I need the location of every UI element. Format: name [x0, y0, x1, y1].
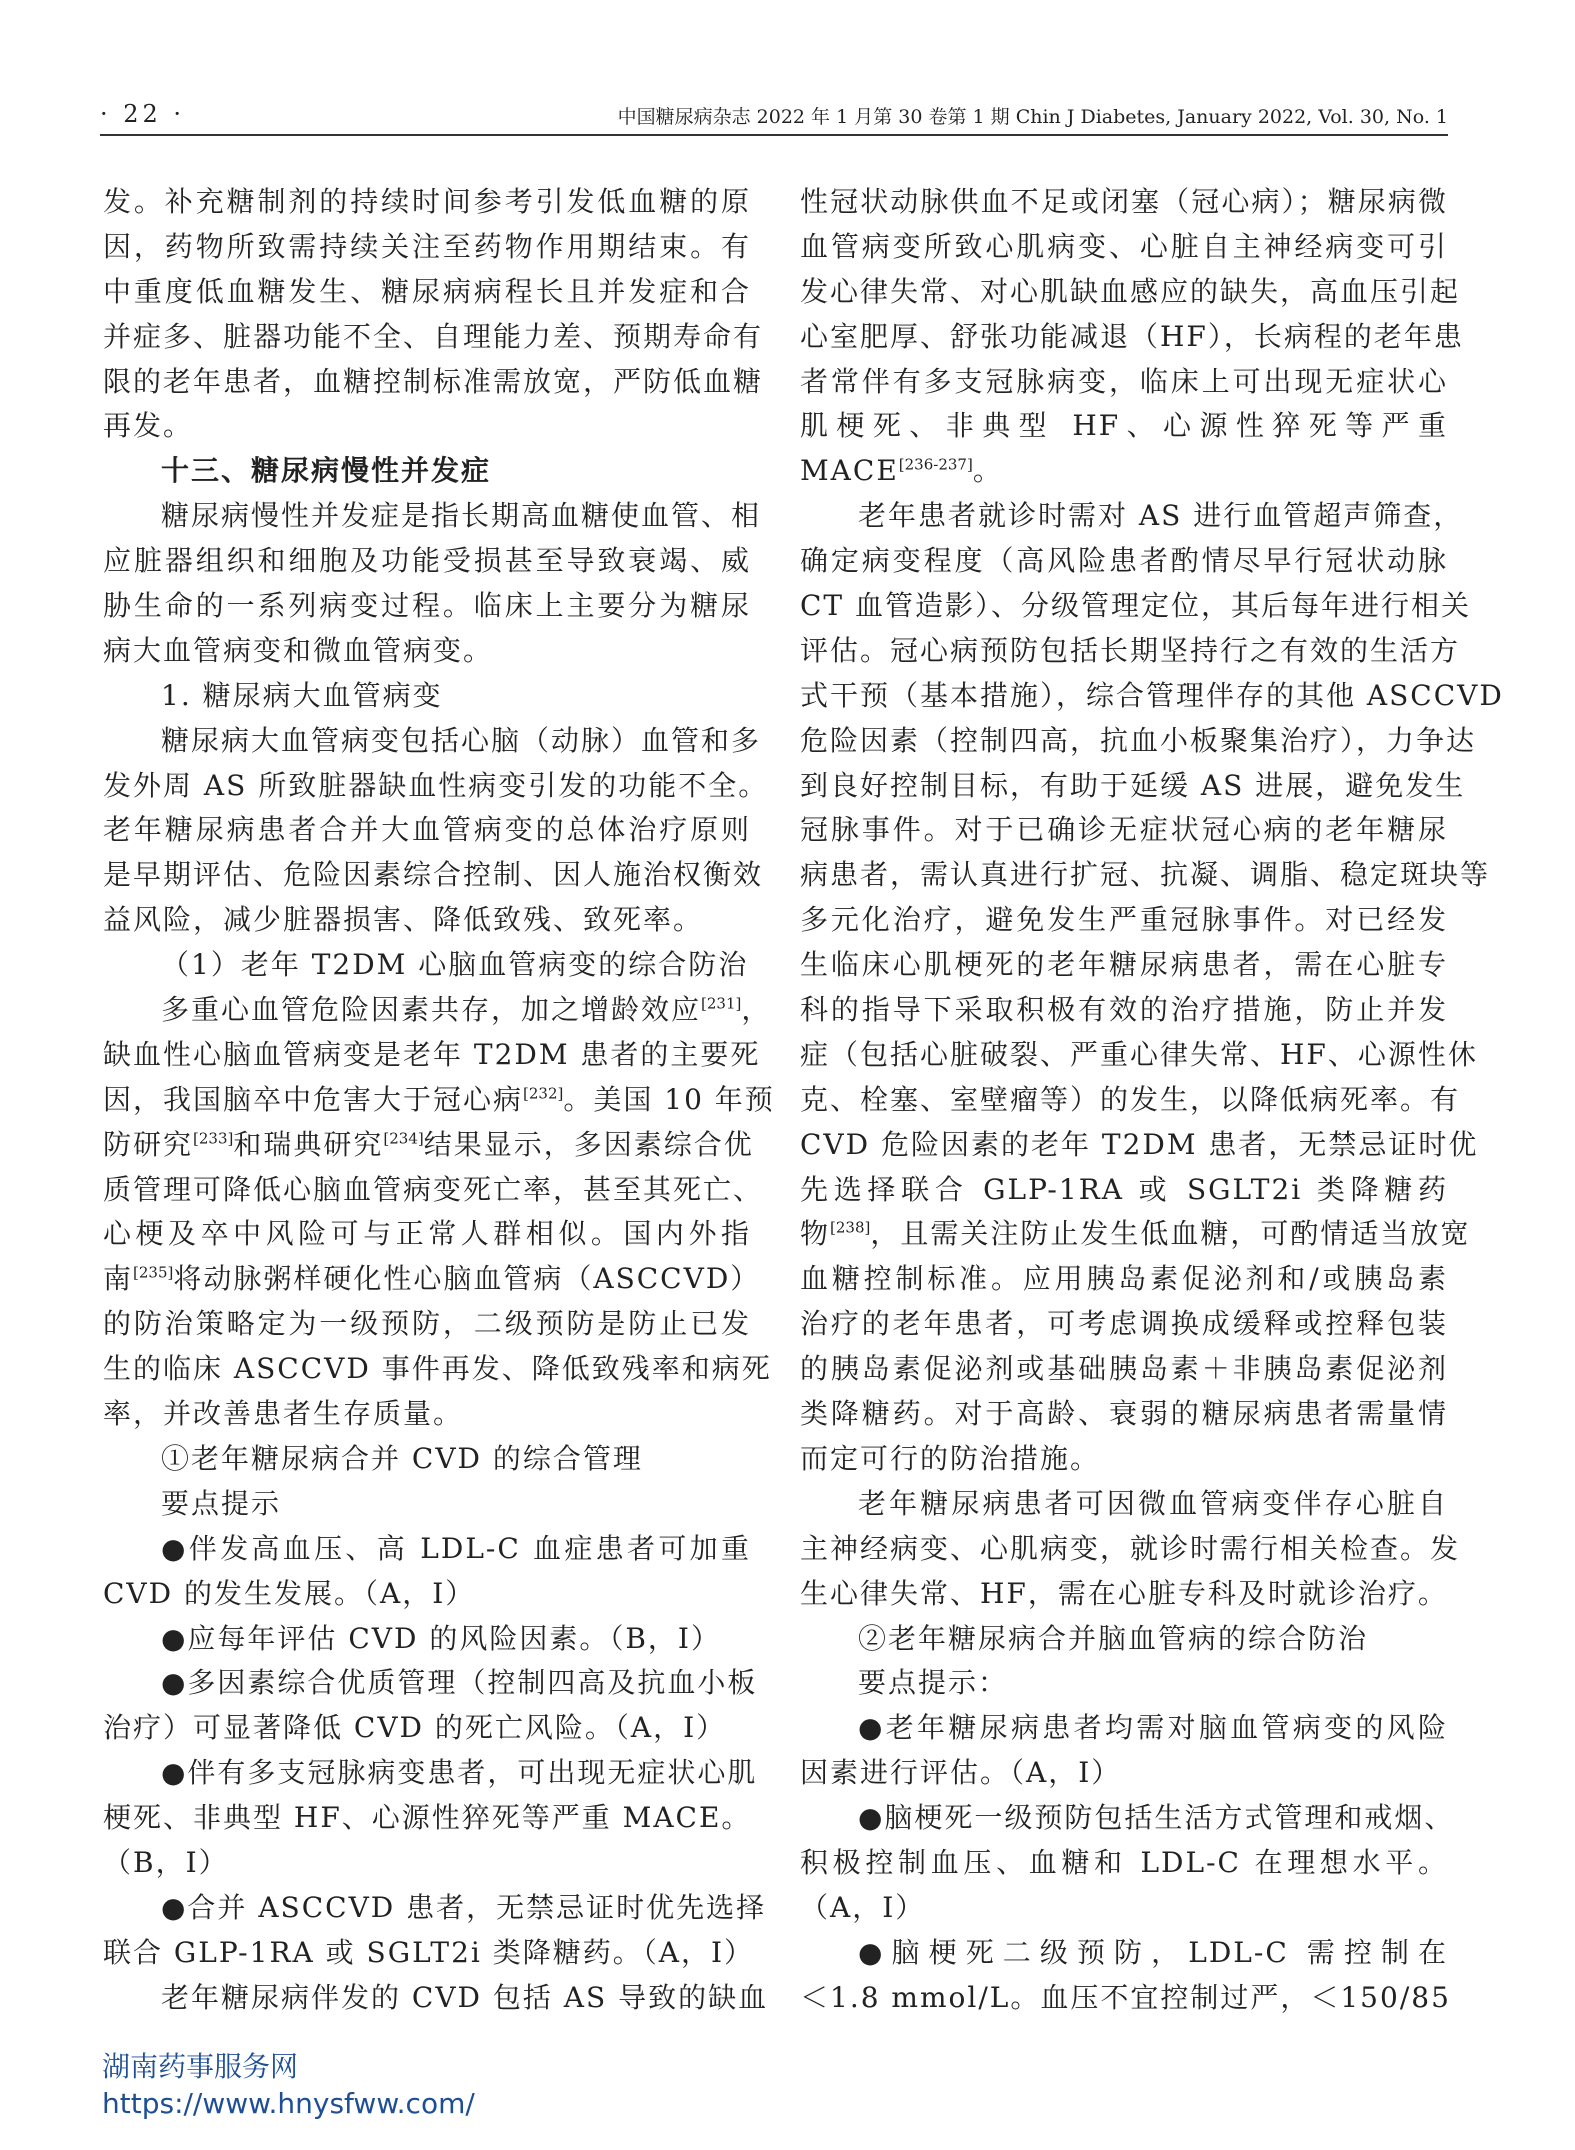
- text-segment: 因，药物所致需持续关注至药物作用期结束。有: [103, 229, 751, 263]
- text-segment: 益风险，减少脏器损害、降低致残、致死率。: [103, 903, 704, 937]
- text-line: [800, 1886, 1448, 1931]
- text-segment: 要点提示：: [858, 1666, 1009, 1700]
- text-line: [103, 1572, 751, 1617]
- text-segment: 科的指导下采取积极有效的治疗措施，防止并发: [800, 993, 1448, 1027]
- text-segment: 是早期评估、危险因素综合控制、因人施治权衡效: [103, 858, 764, 892]
- citation-ref: [233]: [193, 1129, 234, 1148]
- watermark: [102, 2048, 475, 2122]
- citation-ref: [234]: [383, 1129, 424, 1148]
- text-line: [103, 853, 764, 898]
- text-line: [103, 180, 751, 225]
- text-line: [800, 629, 1461, 674]
- text-segment: 十三、糖尿病慢性并发症: [161, 454, 492, 488]
- text-line: [800, 1661, 1448, 1706]
- text-segment: 生心律失常、HF，需在心脏专科及时就诊治疗。: [800, 1576, 1448, 1610]
- text-line: [800, 584, 1472, 629]
- text-line: [800, 1033, 1478, 1078]
- text-segment: ●应每年评估 CVD 的风险因素。（B，Ⅰ）: [161, 1621, 721, 1655]
- text-segment: CT 血管造影）、分级管理定位，其后每年进行相关: [800, 589, 1472, 623]
- text-line: [800, 1168, 1448, 1213]
- text-line: [103, 360, 764, 405]
- text-segment: 心室肥厚、舒张功能减退（HF），长病程的老年患: [800, 319, 1464, 353]
- text-segment: MACE: [800, 454, 899, 488]
- text-segment: 联合 GLP-1RA 或 SGLT2i 类降糖药。（A，Ⅰ）: [103, 1935, 755, 1969]
- text-segment: （B，Ⅰ）: [103, 1845, 229, 1879]
- text-line: [103, 1931, 755, 1976]
- text-line: [103, 1482, 751, 1527]
- text-segment: 率，并改善患者生存质量。: [103, 1397, 464, 1431]
- left-column: [103, 180, 775, 2021]
- text-segment: 应脏器组织和细胞及功能受损甚至导致衰竭、威: [103, 544, 751, 578]
- text-line: [800, 1796, 1455, 1841]
- text-line: [103, 719, 762, 764]
- text-line: [800, 943, 1448, 988]
- text-segment: 缺血性心脑血管病变是老年 T2DM 患者的主要死: [103, 1037, 761, 1071]
- text-segment: 生的临床 ASCCVD 事件再发、降低致残率和病死: [103, 1352, 772, 1386]
- text-line: [800, 1931, 1448, 1976]
- text-line: [103, 494, 762, 539]
- text-line: [103, 1078, 775, 1123]
- text-segment: ●伴有多支冠脉病变患者，可出现无症状心肌: [161, 1756, 758, 1790]
- text-line: [800, 1212, 1471, 1257]
- text-segment: 中重度低血糖发生、糖尿病病程长且并发症和合: [103, 274, 751, 308]
- watermark-url[interactable]: https://www.hnysfww.com/: [102, 2087, 475, 2120]
- header-rule: [100, 134, 1448, 136]
- text-segment: 糖尿病慢性并发症是指长期高血糖使血管、相: [161, 499, 762, 533]
- text-line: [800, 449, 1448, 494]
- text-segment: 并症多、脏器功能不全、自理能力差、预期寿命有: [103, 319, 764, 353]
- text-line: [800, 1257, 1448, 1302]
- text-segment: （A，Ⅰ）: [800, 1890, 926, 1924]
- text-line: [103, 1033, 761, 1078]
- text-segment: ②老年糖尿病合并脑血管病的综合防治: [858, 1621, 1369, 1655]
- text-line: [103, 764, 769, 809]
- text-segment: （1）老年 T2DM 心脑血管病变的综合防治: [161, 948, 749, 982]
- text-segment: ●伴发高血压、高 LDL-C 血症患者可加重: [161, 1531, 751, 1565]
- text-segment: 式干预（基本措施），综合管理伴存的其他 ASCCVD: [800, 678, 1504, 712]
- text-line: [103, 404, 751, 449]
- text-segment: ●多因素综合优质管理（控制四高及抗血小板: [161, 1666, 758, 1700]
- text-segment: 先选择联合 GLP-1RA 或 SGLT2i 类降糖药: [800, 1172, 1448, 1206]
- text-segment: 主神经病变、心肌病变，就诊时需行相关检查。发: [800, 1531, 1461, 1565]
- text-line: [103, 1886, 767, 1931]
- text-segment: 的胰岛素促泌剂或基础胰岛素＋非胰岛素促泌剂: [800, 1352, 1448, 1386]
- text-segment: ●老年糖尿病患者均需对脑血管病变的风险: [858, 1711, 1448, 1745]
- text-segment: 因，我国脑卒中危害大于冠心病: [103, 1082, 524, 1116]
- text-segment: 发心律失常、对心肌缺血感应的缺失，高血压引起: [800, 274, 1461, 308]
- text-segment: 克、栓塞、室壁瘤等）的发生，以降低病死率。有: [800, 1082, 1461, 1116]
- text-line: [800, 1392, 1448, 1437]
- text-line: [800, 764, 1466, 809]
- text-line: [103, 1841, 751, 1886]
- text-line: [103, 674, 751, 719]
- text-segment: 心梗及卒中风险可与正常人群相似。国内外指: [103, 1217, 751, 1251]
- text-segment: 积极控制血压、血糖和 LDL-C 在理想水平。: [800, 1845, 1448, 1879]
- text-line: [103, 988, 772, 1033]
- text-segment: 防研究: [103, 1127, 194, 1161]
- text-line: [800, 898, 1448, 943]
- text-segment: 梗死、非典型 HF、心源性猝死等严重 MACE。: [103, 1801, 752, 1835]
- text-line: [103, 1168, 764, 1213]
- text-line: [103, 1347, 772, 1392]
- text-line: [103, 808, 751, 853]
- text-segment: 发。补充糖制剂的持续时间参考引发低血糖的原: [103, 185, 751, 218]
- citation-ref: [231]: [701, 994, 742, 1013]
- text-segment: 到良好控制目标，有助于延缓 AS 进展，避免发生: [800, 768, 1466, 802]
- text-line: [103, 539, 751, 584]
- text-segment: 病患者，需认真进行扩冠、抗凝、调脂、稳定斑块等: [800, 858, 1491, 892]
- text-line: [800, 808, 1448, 853]
- text-segment: 确定病变程度（高风险患者酌情尽早行冠状动脉: [800, 544, 1448, 578]
- text-line: [800, 1302, 1448, 1347]
- text-line: [103, 1257, 761, 1302]
- text-line: [103, 1212, 751, 1257]
- text-segment: ，: [741, 993, 772, 1027]
- text-segment: ，且需关注防止发生低血糖，可酌情适当放宽: [870, 1217, 1471, 1251]
- text-segment: 治疗）可显著降低 CVD 的死亡风险。（A，Ⅰ）: [103, 1711, 727, 1745]
- text-segment: 症（包括心脏破裂、严重心律失常、HF、心源性休: [800, 1037, 1478, 1071]
- watermark-site-name: 湖南药事服务网: [102, 2050, 299, 2083]
- text-line: [103, 1661, 758, 1706]
- text-line: [103, 584, 751, 629]
- citation-ref: [232]: [523, 1084, 564, 1103]
- text-segment: 南: [103, 1262, 134, 1296]
- citation-ref: [236-237]: [898, 456, 973, 475]
- text-line: [103, 1976, 769, 2021]
- right-column: [800, 180, 1504, 2021]
- text-line: [800, 1617, 1448, 1662]
- text-segment: 血管病变所致心肌病变、心脏自主神经病变可引: [800, 229, 1448, 263]
- text-line: [103, 1751, 758, 1796]
- text-segment: 性冠状动脉供血不足或闭塞（冠心病）；糖尿病微: [800, 185, 1448, 218]
- text-line: [800, 1123, 1479, 1168]
- text-segment: 老年糖尿病患者合并大血管病变的总体治疗原则: [103, 813, 751, 847]
- text-line: [103, 1437, 751, 1482]
- text-segment: 血糖控制标准。应用胰岛素促泌剂和/或胰岛素: [800, 1262, 1448, 1296]
- text-line: [800, 1751, 1448, 1796]
- text-segment: 老年糖尿病伴发的 CVD 包括 AS 导致的缺血: [161, 1980, 769, 2014]
- text-line: [800, 988, 1448, 1033]
- text-segment: 质管理可降低心脑血管病变死亡率，甚至其死亡、: [103, 1172, 764, 1206]
- text-segment: 将动脉粥样硬化性心脑血管病（ASCCVD）: [173, 1262, 761, 1296]
- text-segment: 者常伴有多支冠脉病变，临床上可出现无症状心: [800, 364, 1448, 398]
- text-segment: 结果显示，多因素综合优: [423, 1127, 754, 1161]
- text-line: [800, 539, 1448, 584]
- text-line: [800, 404, 1448, 449]
- text-segment: 物: [800, 1217, 831, 1251]
- text-line: [800, 360, 1448, 405]
- text-segment: ●合并 ASCCVD 患者，无禁忌证时优先选择: [161, 1890, 767, 1924]
- text-line: [103, 629, 751, 674]
- text-line: [800, 1841, 1448, 1886]
- text-line: [800, 1078, 1461, 1123]
- journal-header: 中国糖尿病杂志 2022 年 1 月第 30 卷第 1 期 Chin J Diabetes, January 2022, Vol. 30, No. 1: [617, 106, 1448, 128]
- text-segment: 要点提示: [161, 1486, 282, 1520]
- text-line: [800, 1482, 1448, 1527]
- text-line: [800, 1437, 1448, 1482]
- text-segment: 评估。冠心病预防包括长期坚持行之有效的生活方: [800, 633, 1461, 667]
- text-line: [800, 270, 1461, 315]
- text-segment: CVD 危险因素的老年 T2DM 患者，无禁忌证时优: [800, 1127, 1479, 1161]
- text-segment: ●脑梗死二级预防，LDL-C 需控制在: [858, 1935, 1448, 1969]
- text-segment: 危险因素（控制四高，抗血小板聚集治疗），力争达: [800, 723, 1477, 757]
- text-segment: 的防治策略定为一级预防，二级预防是防止已发: [103, 1307, 751, 1341]
- text-segment: 限的老年患者，血糖控制标准需放宽，严防低血糖: [103, 364, 764, 398]
- text-segment: 多重心血管危险因素共存，加之增龄效应: [161, 993, 702, 1027]
- text-line: [800, 674, 1504, 719]
- text-segment: 因素进行评估。（A，Ⅰ）: [800, 1756, 1122, 1790]
- section-heading: [103, 449, 751, 494]
- text-line: [800, 1976, 1451, 2021]
- text-line: [800, 180, 1448, 225]
- text-line: [800, 225, 1448, 270]
- text-line: [103, 225, 751, 270]
- text-segment: 再发。: [103, 409, 194, 443]
- text-segment: 老年患者就诊时需对 AS 进行血管超声筛查，: [858, 499, 1464, 533]
- text-segment: CVD 的发生发展。（A，Ⅰ）: [103, 1576, 476, 1610]
- text-segment: ①老年糖尿病合并 CVD 的综合管理: [161, 1441, 643, 1475]
- text-line: [103, 943, 751, 988]
- text-line: [800, 719, 1477, 764]
- text-line: [103, 1617, 751, 1662]
- text-line: [103, 1123, 754, 1168]
- text-line: [103, 1392, 751, 1437]
- text-line: [103, 1706, 751, 1751]
- text-segment: 类降糖药。对于高龄、衰弱的糖尿病患者需量情: [800, 1397, 1448, 1431]
- text-line: [800, 1706, 1448, 1751]
- text-segment: 多元化治疗，避免发生严重冠脉事件。对已经发: [800, 903, 1448, 937]
- text-line: [800, 1572, 1448, 1617]
- text-segment: 肌梗死、非典型 HF、心源性猝死等严重: [800, 409, 1448, 443]
- text-segment: 生临床心肌梗死的老年糖尿病患者，需在心脏专: [800, 948, 1448, 982]
- text-segment: 1. 糖尿病大血管病变: [161, 678, 443, 712]
- text-segment: 发外周 AS 所致脏器缺血性病变引发的功能不全。: [103, 768, 769, 802]
- text-segment: ●脑梗死一级预防包括生活方式管理和戒烟、: [858, 1801, 1455, 1835]
- text-segment: 治疗的老年患者，可考虑调换成缓释或控释包装: [800, 1307, 1448, 1341]
- text-segment: 冠脉事件。对于已确诊无症状冠心病的老年糖尿: [800, 813, 1448, 847]
- text-line: [800, 1527, 1461, 1572]
- text-line: [103, 1527, 751, 1572]
- text-line: [800, 853, 1491, 898]
- text-segment: ＜1.8 mmol/L。血压不宜控制过严，＜150/85: [800, 1980, 1451, 2014]
- text-segment: 。美国 10 年预: [563, 1082, 775, 1116]
- text-line: [103, 1796, 751, 1841]
- text-line: [103, 898, 751, 943]
- text-line: [800, 315, 1464, 360]
- text-segment: 糖尿病大血管病变包括心脑（动脉）血管和多: [161, 723, 762, 757]
- text-line: [103, 1302, 751, 1347]
- text-segment: 胁生命的一系列病变过程。临床上主要分为糖尿: [103, 589, 751, 623]
- citation-ref: [238]: [830, 1219, 871, 1238]
- text-segment: 和瑞典研究: [233, 1127, 384, 1161]
- text-line: [800, 1347, 1448, 1392]
- text-segment: 老年糖尿病患者可因微血管病变伴存心脏自: [858, 1486, 1448, 1520]
- page-number: · 22 ·: [100, 100, 186, 128]
- text-line: [103, 270, 751, 315]
- text-line: [800, 494, 1464, 539]
- text-segment: 。: [972, 454, 1003, 488]
- citation-ref: [235]: [133, 1264, 174, 1283]
- text-segment: 病大血管病变和微血管病变。: [103, 633, 494, 667]
- text-segment: 而定可行的防治措施。: [800, 1441, 1101, 1475]
- text-line: [103, 315, 764, 360]
